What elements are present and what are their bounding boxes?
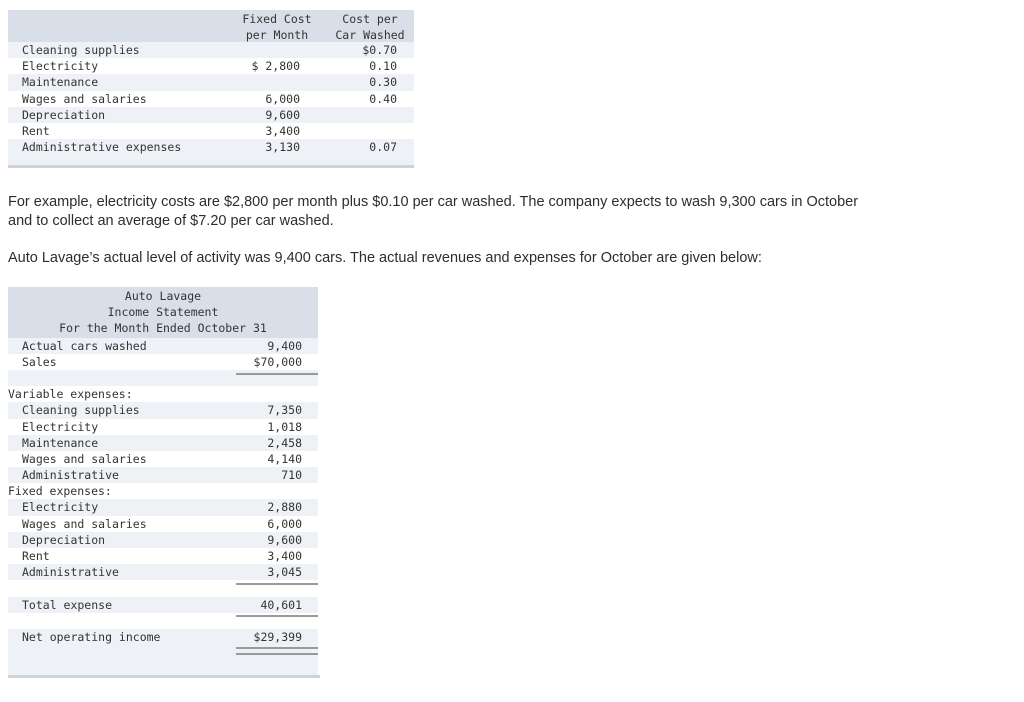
fixed-cost-value: 3,130 [265, 140, 300, 155]
activity-paragraph: Auto Lavage’s actual level of activity was 9,400 cars. The actual revenues and expenses for October are given below: [8, 250, 762, 266]
variable-expenses-heading: Variable expenses: [8, 387, 133, 402]
company-name: Auto Lavage [124, 289, 202, 303]
income-statement-table [8, 287, 318, 677]
variable-cost-value: 0.40 [369, 91, 397, 106]
table-row [8, 629, 318, 645]
cost-per-car-column-header: Cost per Car Washed [335, 12, 405, 42]
table-row [8, 74, 414, 90]
table-row: Electricity 2,880 [8, 499, 318, 515]
table-bottom-border [8, 155, 414, 168]
table-row: Actual cars washed 9,400 [8, 338, 318, 354]
net-income-double-underline [236, 647, 318, 655]
sales-underline [236, 373, 318, 375]
variable-cost-value: $0.70 [362, 43, 397, 57]
row-label: Maintenance [22, 75, 99, 90]
table-row [8, 91, 414, 107]
table-row [8, 58, 414, 74]
table-row [8, 42, 414, 58]
fixed-cost-value: 6,000 [265, 91, 300, 106]
fixed-cost-column-header: Fixed Cost per Month [242, 12, 312, 42]
table-row [8, 386, 318, 402]
statement-title: Income Statement [107, 305, 219, 320]
cost-table-header [8, 10, 414, 42]
total-expense-value: 40,601 [260, 597, 302, 612]
table-row: Sales $70,000 [22, 354, 302, 369]
row-label: Cleaning supplies [22, 43, 140, 57]
table-bottom-border [8, 675, 320, 678]
row-label: Rent [22, 123, 50, 138]
net-operating-income-value: $29,399 [253, 629, 302, 644]
statement-period: For the Month Ended October 31 [59, 321, 267, 336]
table-row [8, 139, 414, 155]
table-row: Administrative 3,045 [8, 564, 318, 580]
table-row [8, 123, 414, 139]
variable-cost-value: 0.30 [369, 75, 397, 90]
table-row [8, 107, 414, 123]
table-row: Wages and salaries 4,140 [22, 451, 302, 466]
table-row: Depreciation 9,600 [8, 532, 318, 548]
cost-formula-table [8, 10, 414, 168]
row-label: Depreciation [22, 107, 106, 122]
table-row: Electricity 1,018 [22, 419, 302, 434]
variable-cost-value: 0.10 [369, 59, 397, 74]
fixed-cost-value: $ 2,800 [251, 59, 300, 74]
total-underline [236, 615, 318, 617]
fixed-cost-value: 9,600 [265, 107, 300, 122]
expenses-underline [236, 583, 318, 585]
total-expense-label: Total expense [22, 597, 113, 612]
fixed-expenses-heading: Fixed expenses: [8, 484, 112, 499]
table-row: Rent 3,400 [22, 549, 302, 564]
table-row: Cleaning supplies 7,350 [8, 402, 318, 418]
fixed-cost-value: 3,400 [265, 123, 300, 138]
table-row: Wages and salaries 6,000 [22, 516, 302, 531]
variable-cost-value: 0.07 [369, 140, 397, 155]
table-row [8, 597, 318, 613]
example-paragraph: For example, electricity costs are $2,800 per month plus $0.10 per car washed. The company expects to wash 9,300 cars in October and to collect an average of $7.20 per car washed. [8, 194, 859, 229]
row-label: Administrative expenses [22, 140, 182, 155]
table-row: Maintenance 2,458 [8, 435, 318, 451]
row-label: Electricity [22, 59, 99, 74]
table-row: Administrative 710 [8, 467, 318, 483]
net-operating-income-label: Net operating income [22, 629, 161, 644]
row-label: Wages and salaries [22, 91, 147, 106]
table-row [8, 483, 318, 499]
income-statement-header [8, 287, 318, 338]
